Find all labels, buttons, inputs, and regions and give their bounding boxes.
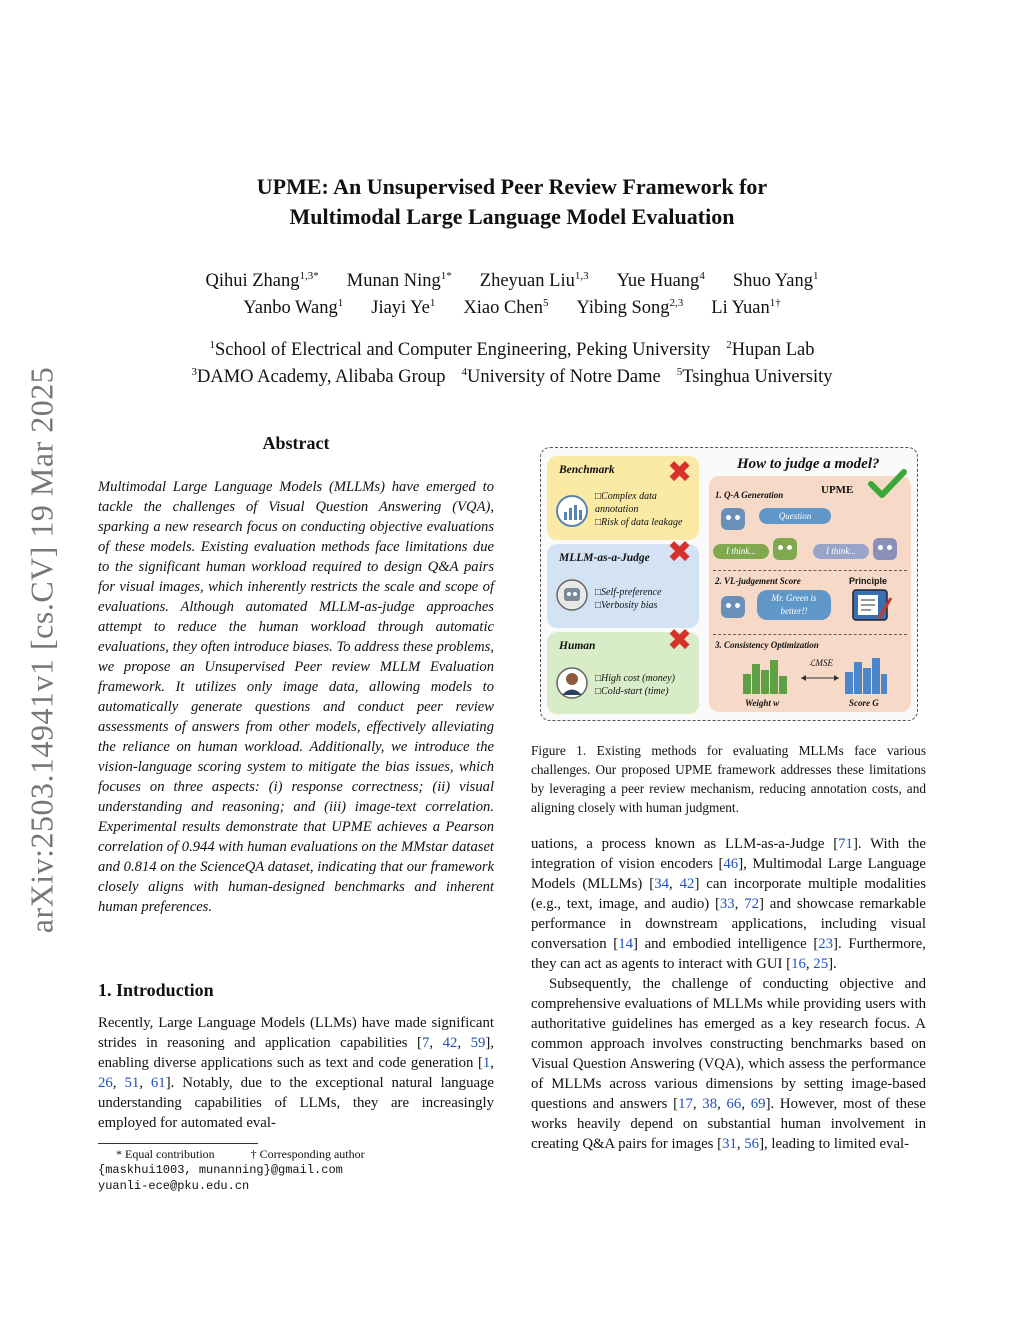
figure-question: How to judge a model? bbox=[737, 456, 880, 472]
upme-panel bbox=[709, 476, 911, 712]
author: Xiao Chen$^5$ bbox=[463, 296, 549, 318]
check-icon bbox=[867, 468, 907, 500]
citation-link[interactable]: 31 bbox=[722, 1136, 737, 1152]
robot-icon bbox=[873, 538, 897, 560]
citation-link[interactable]: 71 bbox=[838, 836, 853, 852]
citation-link[interactable]: 56 bbox=[744, 1136, 760, 1152]
footnote-email-1: {maskhui1003, munanning}@gmail.com bbox=[98, 1163, 343, 1177]
step-3-label: 3. Consistency Optimization bbox=[715, 640, 819, 650]
paragraph-2: Subsequently, the challenge of conducting objective and comprehensive evaluations of MLLMs while providing users with authoritative guidelines has emerged as a key research focus. A common approach involves constructing benchmarks based on Visual Question Answering (VQA), which assess the performance of MLLMs across various dimensions by setting image-based questions and answers [17, 38, 66, 69]. However, most of these works heavily depend on substantial human involvement in creating Q&A pairs for images [31, 56], leading to limited eval- bbox=[531, 976, 926, 1152]
right-column-text bbox=[531, 834, 926, 1154]
loss-label: ℒMSE bbox=[809, 658, 833, 668]
intro-text: Recently, Large Language Models (LLMs) have made significant strides in reasoning and application capabilities [7, 42, 59], enabling diverse applications such as text and code generation [1, 26, 51, 61]. Notably, due to the exceptional natural language understanding capabilities of LLMs, they are increasingly employed for automated eval- bbox=[98, 1015, 494, 1131]
human-title: Human bbox=[559, 640, 596, 652]
author: Li Yuan$^{1\dagger}$ bbox=[711, 296, 781, 318]
chart-icon bbox=[555, 494, 589, 528]
citation-link[interactable]: 42 bbox=[442, 1035, 458, 1051]
robot-icon bbox=[773, 538, 797, 560]
robot-icon bbox=[721, 596, 745, 618]
arxiv-id: arXiv:2503.14941v1 [cs.CV] 19 Mar 2025 bbox=[23, 366, 60, 934]
authors bbox=[0, 268, 1024, 322]
citation-link[interactable]: 72 bbox=[744, 896, 760, 912]
divider bbox=[713, 634, 907, 635]
affiliation: $^3$DAMO Academy, Alibaba Group bbox=[191, 365, 446, 387]
affiliations bbox=[0, 337, 1024, 391]
question-bubble: Question bbox=[759, 508, 831, 524]
human-box bbox=[547, 623, 699, 714]
figure-1 bbox=[540, 447, 918, 721]
affiliations-row-1 bbox=[0, 337, 1024, 364]
mllm-judge-items: □ Self-preference □ Verbosity bias bbox=[595, 586, 695, 612]
citation-link[interactable]: 61 bbox=[150, 1075, 166, 1091]
citation-link[interactable]: 14 bbox=[618, 936, 633, 952]
affiliations-row-2 bbox=[0, 364, 1024, 391]
author: Munan Ning$^{1*}$ bbox=[346, 269, 452, 291]
arxiv-sidebar bbox=[12, 350, 72, 950]
citation-link[interactable]: 26 bbox=[98, 1075, 113, 1091]
paragraph-1: uations, a process known as LLM-as-a-Judge [71]. With the integration of vision encoders [46], Multimodal Large Language Models (MLLMs) [34, 42] can incorporate multiple modalities (e.g., text, image, and audio) [33, 72] and showcase remarkable performance in downstream applications, including visual conversation [14] and embodied intelligence [23]. Furthermore, they can act as agents to interact with GUI [16, 25]. bbox=[531, 836, 926, 972]
affiliation: $^5$Tsinghua University bbox=[676, 365, 833, 387]
authors-row-1 bbox=[0, 268, 1024, 295]
benchmark-title: Benchmark bbox=[559, 464, 615, 476]
author: Jiayi Ye$^1$ bbox=[371, 296, 436, 318]
figure-caption: Figure 1. Existing methods for evaluating MLLMs face various challenges. Our proposed UPME framework addresses these limitations by leveraging a peer review mechanism, reducing annotation costs, and aligning closely with human judgment. bbox=[531, 743, 926, 815]
citation-link[interactable]: 1 bbox=[482, 1055, 491, 1071]
abstract-heading: Abstract bbox=[262, 433, 330, 453]
citation-link[interactable]: 46 bbox=[723, 856, 739, 872]
divider bbox=[713, 570, 907, 571]
affiliation: $^4$University of Notre Dame bbox=[461, 365, 661, 387]
citation-link[interactable]: 51 bbox=[124, 1075, 140, 1091]
step-2-label: 2. VL-judgement Score bbox=[715, 576, 801, 586]
citation-link[interactable]: 25 bbox=[813, 956, 829, 972]
robot-icon bbox=[555, 578, 589, 612]
benchmark-box bbox=[547, 456, 699, 540]
benchmark-items: □ Complex data annotation □ Risk of data leakage bbox=[595, 490, 695, 529]
intro-heading: 1. Introduction bbox=[98, 980, 214, 1000]
footnote-corresponding: † Corresponding author bbox=[250, 1147, 365, 1161]
footnote-rule bbox=[98, 1143, 258, 1144]
citation-link[interactable]: 16 bbox=[791, 956, 806, 972]
citation-link[interactable]: 66 bbox=[726, 1096, 742, 1112]
footnote-email-2: yuanli-ece@pku.edu.cn bbox=[98, 1179, 250, 1193]
citation-link[interactable]: 59 bbox=[470, 1035, 486, 1051]
cross-icon: ✖ bbox=[667, 455, 693, 490]
citation-link[interactable]: 38 bbox=[702, 1096, 718, 1112]
author: Qihui Zhang$^{1,3*}$ bbox=[205, 269, 319, 291]
citation-link[interactable]: 23 bbox=[818, 936, 834, 952]
footnote-equal: * Equal contribution bbox=[116, 1147, 215, 1161]
abstract-text: Multimodal Large Language Models (MLLMs) have emerged to tackle the challenges of Visual Question Answering (VQA), sparking a new research focus on conducting objective evaluations of these models. Existing evaluation methods face limitations due to the significant human workload required to design Q&A pairs for visual images, which inherently restricts the scale and scope of evaluations. Although automated MLLM-as-judge approaches attempt to reduce the human workload through automatic evaluations, they often introduce biases. To address these problems, we propose an Unsupervised Peer review MLLM Evaluation framework. It utilizes only image data, allowing models to automatically generate questions and conduct peer review assessments of answers from other models, effectively alleviating the reliance on human workload. Additionally, we introduce the vision-language scoring system to mitigate the bias issues, which focuses on three aspects: (i) response correctness; (ii) visual understanding and reasoning; and (iii) image-text correlation. Experimental results demonstrate that UPME achieves a Pearson correlation of 0.944 with human evaluations on the MMstar dataset and 0.814 on the ScienceQA dataset, indicating that our framework closely aligns with human-designed benchmarks and inherent human preferences. bbox=[98, 479, 494, 915]
step-1-label: 1. Q-A Generation bbox=[715, 490, 784, 500]
person-icon bbox=[555, 666, 589, 700]
citation-link[interactable]: 7 bbox=[421, 1035, 430, 1051]
think-bubble-1: I think... bbox=[713, 544, 769, 559]
footnotes bbox=[98, 1146, 494, 1194]
affiliation: $^2$Hupan Lab bbox=[726, 338, 815, 360]
upme-label: UPME bbox=[821, 484, 854, 496]
citation-link[interactable]: 33 bbox=[719, 896, 735, 912]
principle-label: Principle bbox=[849, 576, 888, 586]
citation-link[interactable]: 34 bbox=[654, 876, 669, 892]
mllm-judge-title: MLLM-as-a-Judge bbox=[559, 552, 650, 564]
weight-label: Weight w bbox=[745, 698, 780, 708]
citation-link[interactable]: 42 bbox=[679, 876, 695, 892]
mllm-judge-box bbox=[547, 535, 699, 628]
human-items: □ High cost (money) □ Cold-start (time) bbox=[595, 672, 695, 698]
affiliation: $^1$School of Electrical and Computer Engineering, Peking University bbox=[209, 338, 711, 360]
author: Shuo Yang$^1$ bbox=[732, 269, 819, 291]
authors-row-2 bbox=[0, 295, 1024, 322]
cross-icon: ✖ bbox=[667, 623, 693, 658]
citation-link[interactable]: 17 bbox=[678, 1096, 693, 1112]
judge-bubble: Mr. Green is better!! bbox=[757, 590, 831, 620]
rulebook-icon bbox=[851, 588, 893, 624]
author: Yibing Song$^{2,3}$ bbox=[576, 296, 684, 318]
author: Zheyuan Liu$^{1,3}$ bbox=[479, 269, 589, 291]
cross-icon: ✖ bbox=[667, 535, 693, 570]
score-label: Score G bbox=[849, 698, 879, 708]
author: Yue Huang$^4$ bbox=[616, 269, 705, 291]
robot-icon bbox=[721, 508, 745, 530]
citation-link[interactable]: 69 bbox=[750, 1096, 766, 1112]
think-bubble-2: I think... bbox=[813, 544, 869, 559]
author: Yanbo Wang$^1$ bbox=[243, 296, 344, 318]
paper-title: UPME: An Unsupervised Peer Review Framework for Multimodal Large Language Model Evaluation bbox=[256, 174, 768, 229]
